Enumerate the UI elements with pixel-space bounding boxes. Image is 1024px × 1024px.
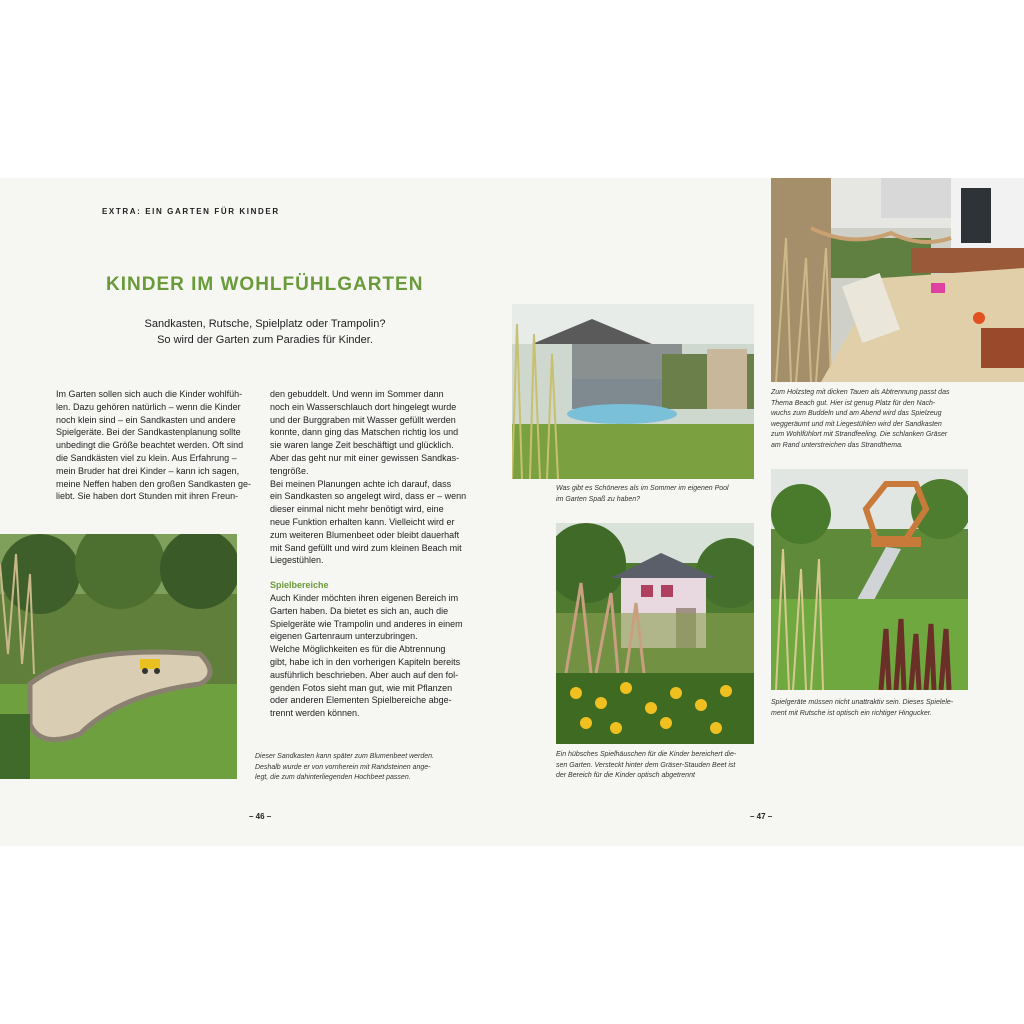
playhouse-caption	[556, 750, 766, 782]
body-line: noch ein Wasserschlauch dort hingelegt wurde	[270, 401, 457, 412]
pool-photo	[512, 304, 754, 479]
body-line: gibt, habe ich in den vorherigen Kapiteln bereits	[270, 656, 461, 667]
body-line: tengröße.	[270, 465, 309, 476]
section-kicker: EXTRA: EIN GARTEN FÜR KINDER	[102, 207, 280, 216]
body-line: Garten haben. Da bietet es sich an, auch die	[270, 605, 449, 616]
sandbox-photo	[0, 534, 237, 779]
page-number-right: – 47 –	[750, 812, 773, 821]
body-line: und der Burggraben mit Wasser gefüllt werden	[270, 414, 456, 425]
body-line: noch klein sind – ein Sandkasten und andere	[56, 414, 236, 425]
caption-line: am Rand unterstreichen das Strandthema.	[771, 441, 903, 449]
beach-photo	[771, 178, 1024, 382]
pool-caption	[556, 484, 766, 505]
body-line: Auch Kinder möchten ihren eigenen Bereich im	[270, 592, 459, 603]
caption-line: der Bereich für die Kinder optisch abgetrennt	[556, 772, 695, 779]
slide-photo	[771, 469, 968, 690]
body-line: mit Sand gefüllt und wird zum kleinen Beach mit	[270, 542, 462, 553]
caption-line: Zum Holzsteg mit dicken Tauen als Abtrennung passt das	[771, 389, 950, 396]
subtitle-line: Sandkasten, Rutsche, Spielplatz oder Trampolin?	[144, 318, 386, 330]
body-line: Bei meinen Planungen achte ich darauf, dass	[270, 478, 452, 489]
body-line: Welche Möglichkeiten es für die Abtrennung	[270, 644, 446, 655]
body-line: unbedingt die Größe beachtet werden. Oft sind	[56, 440, 244, 451]
body-line: sie waren lange Zeit beschäftigt und glücklich.	[270, 440, 454, 451]
body-line: zum weiteren Blumenbeet oder bleibt dauerhaft	[270, 529, 460, 540]
body-line: ausführlich beschrieben. Aber auch auf den fol-	[270, 669, 459, 680]
caption-line: Ein hübsches Spielhäuschen für die Kinder bereichert die-	[556, 751, 737, 758]
caption-line: ment mit Rutsche ist optisch ein richtiger Hingucker.	[771, 709, 932, 717]
body-line: neue Funktion erhalten kann. Vielleicht wird er	[270, 516, 455, 527]
body-line: die Sandkästen viel zu klein. Aus Erfahrung –	[56, 452, 237, 463]
caption-line: Thema Beach gut. Hier ist genug Platz für den Nach-	[771, 399, 936, 407]
page-number-left: – 46 –	[249, 812, 272, 821]
playhouse-photo	[556, 523, 754, 744]
caption-line: Dieser Sandkasten kann später zum Blumenbeet werden.	[255, 753, 434, 760]
body-line: Spielgeräte wie Trampolin und anderes in einem	[270, 618, 463, 629]
beach-caption	[771, 388, 976, 451]
body-line: konnte, dann ging das Matschen richtig los und	[270, 427, 459, 438]
body-line: mein Bruder hat drei Kinder – kann ich sagen,	[56, 465, 240, 476]
page-subtitle	[100, 316, 430, 348]
body-line: genden Fotos sieht man gut, wie mit Pflanzen	[270, 682, 453, 693]
body-line: Im Garten sollen sich auch die Kinder wohlfüh-	[56, 389, 243, 399]
body-line: trennt werden können.	[270, 708, 360, 719]
body-line: len. Dazu gehören natürlich – wenn die Kinder	[56, 401, 241, 412]
caption-line: zum Wohlfühlort mit Strandfeeling. Die schlanken Gräser	[771, 431, 948, 438]
body-line: oder anderen Elementen Spielbereiche abge-	[270, 695, 452, 706]
page-title: KINDER IM WOHLFÜHLGARTEN	[106, 274, 424, 295]
section-subheading: Spielbereiche	[270, 580, 329, 591]
caption-line: wuchs zum Buddeln und am Abend wird das Spielzeug	[771, 410, 942, 417]
body-line: meine Neffen haben den großen Sandkasten ge-	[56, 478, 251, 489]
caption-line: sen Garten. Versteckt hinter dem Gräser-Stauden Beet ist	[556, 761, 736, 769]
body-line: Spielgeräte. Bei der Sandkastenplanung sollte	[56, 427, 241, 438]
subtitle-line: So wird der Garten zum Paradies für Kinder.	[157, 334, 373, 346]
body-line: eigenen Gartenraum unterzubringen.	[270, 631, 418, 642]
body-column-2	[270, 388, 470, 720]
slide-caption	[771, 698, 976, 719]
body-line: Aber das geht nur mit einer gewissen Sandkas-	[270, 452, 460, 463]
caption-line: legt, die zum dahinterliegenden Hochbeet passen.	[255, 774, 411, 781]
sandbox-caption	[255, 752, 470, 784]
body-line: ein Sandkasten so angelegt wird, dass er – wenn	[270, 491, 467, 502]
caption-line: Spielgeräte müssen nicht unattraktiv sein. Dieses Spielele-	[771, 699, 954, 706]
body-line: liebt. Sie haben dort Stunden mit ihren Freun-	[56, 491, 239, 502]
body-line: den gebuddelt. Und wenn im Sommer dann	[270, 389, 444, 399]
body-line: Liegestühlen.	[270, 555, 324, 566]
body-line: dieser einmal nicht mehr benötigt wird, eine	[270, 504, 444, 515]
caption-line: im Garten Spaß zu haben?	[556, 495, 641, 503]
body-column-1	[56, 388, 254, 503]
caption-line: weggeräumt und mit Liegestühlen wird der Sandkasten	[771, 420, 942, 428]
caption-line: Was gibt es Schöneres als im Sommer im eigenen Pool	[556, 485, 729, 492]
caption-line: Deshalb wurde er von vornherein mit Randsteinen ange-	[255, 763, 431, 771]
